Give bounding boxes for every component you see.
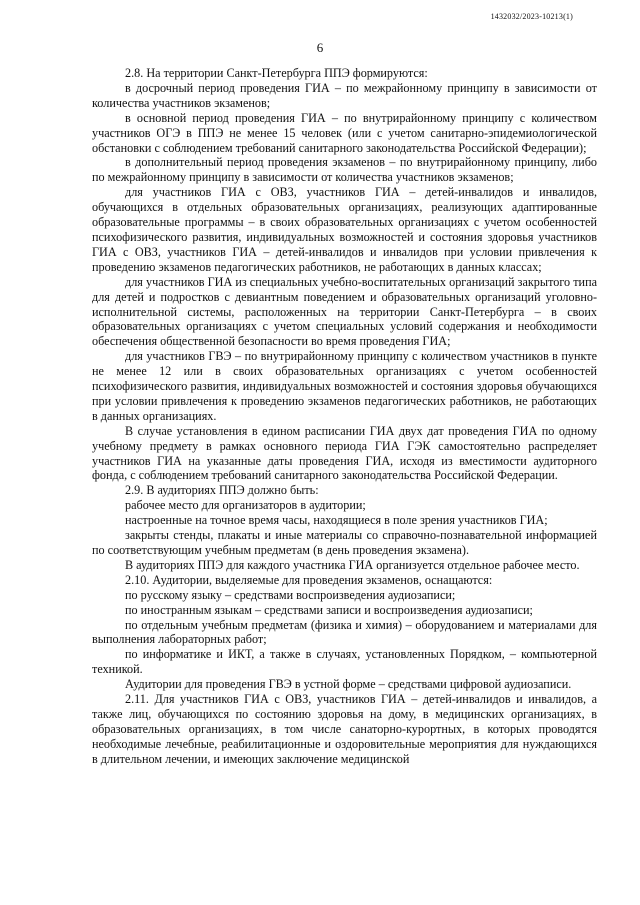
paragraph-two-dates: В случае установления в едином расписании ГИА двух дат проведения ГИА по одному учебному предмету в рамках основного периода ГИА ГЭК самостоятельно распределяет участников ГИА на указанные даты проведения ГИА, исходя из вместимости аудиторного фонда, с соблюдением требований санитарного законодательства Российской Федерации.: [92, 423, 597, 483]
paragraph-ovz-participants: для участников ГИА с ОВЗ, участников ГИА – детей-инвалидов и инвалидов, обучающихся в отдельных образовательных организациях, реализующих адаптированные образовательные программы – в своих образовательных организациях с учетом особенностей психофизического развития, индивидуальных возможностей и состояния здоровья участников ГИА с ОВЗ, участников ГИА – детей-инвалидов и инвалидов при условии привлечения к проведению экзаменов педагогических работников, не работающих в данных классах;: [92, 185, 597, 274]
paragraph-main-period: в основной период проведения ГИА – по внутрирайонному принципу с количеством участников ОГЭ в ППЭ не менее 15 человек (или с учетом санитарно-эпидемиологической обстановки с соблюдением требований санитарного законодательства Российской Федерации);: [92, 110, 597, 155]
paragraph-physics-chemistry: по отдельным учебным предметам (физика и химия) – оборудованием и материалами для выполнения лабораторных работ;: [92, 617, 597, 647]
paragraph-early-period: в досрочный период проведения ГИА – по межрайонному принципу в зависимости от количества участников экзаменов;: [92, 80, 597, 110]
paragraph-2-11: 2.11. Для участников ГИА с ОВЗ, участников ГИА – детей-инвалидов и инвалидов, а также лиц, обучающихся по состоянию здоровья на дому, в медицинских организациях, в образовательных организациях, в том числе санаторно-курортных, в которых проводятся необходимые лечебные, реабилитационные и оздоровительные мероприятия для нуждающихся в длительном лечении, и имеющих заключение медицинской: [92, 692, 597, 766]
paragraph-special-organizations: для участников ГИА из специальных учебно-воспитательных организаций закрытого типа для детей и подростков с девиантным поведением и образовательных организаций уголовно-исполнительной системы, расположенных на территории Санкт-Петербурга – в своих образовательных организациях с учетом специальных условий содержания и необходимости обеспечения общественной безопасности во время проведения ГИА;: [92, 274, 597, 349]
paragraph-separate-workplace: В аудиториях ППЭ для каждого участника ГИА организуется отдельное рабочее место.: [125, 557, 580, 572]
paragraph-2-8-heading: 2.8. На территории Санкт-Петербурга ППЭ формируются:: [125, 66, 428, 80]
paragraph-gve-oral: Аудитории для проведения ГВЭ в устной форме – средствами цифровой аудиозаписи.: [125, 677, 572, 692]
paragraph-workplace: рабочее место для организаторов в аудитории;: [125, 498, 366, 513]
paragraph-foreign-languages: по иностранным языкам – средствами записи и воспроизведения аудиозаписи;: [125, 602, 533, 617]
document-body: [92, 66, 597, 767]
paragraph-stands-closed: закрыты стенды, плакаты и иные материалы со справочно-познавательной информацией по соответствующим учебным предметам (в день проведения экзамена).: [92, 528, 597, 557]
paragraph-gve-participants: для участников ГВЭ – по внутрирайонному принципу с количеством участников в пункте не менее 12 или в своих образовательных организациях с учетом особенностей психофизического развития, индивидуальных возможностей и состояния здоровья обучающихся при условии привлечения к проведению экзаменов педагогических работников, не работающих в данных организациях.: [92, 349, 597, 423]
page-number: 6: [316, 40, 324, 55]
paragraph-2-9-heading: 2.9. В аудиториях ППЭ должно быть:: [125, 483, 319, 498]
document-registration-number: 1432032/2023-10213(1): [490, 12, 573, 21]
paragraph-additional-period: в дополнительный период проведения экзаменов – по внутрирайонному принципу, либо по межрайонному принципу в зависимости от количества участников экзаменов;: [92, 155, 597, 185]
paragraph-2-10-heading: 2.10. Аудитории, выделяемые для проведения экзаменов, оснащаются:: [125, 572, 493, 587]
paragraph-informatics: по информатике и ИКТ, а также в случаях, установленных Порядком, – компьютерной техникой.: [92, 647, 597, 677]
paragraph-clocks: настроенные на точное время часы, находящиеся в поле зрения участников ГИА;: [125, 513, 548, 528]
paragraph-russian-language: по русскому языку – средствами воспроизведения аудиозаписи;: [125, 587, 456, 602]
